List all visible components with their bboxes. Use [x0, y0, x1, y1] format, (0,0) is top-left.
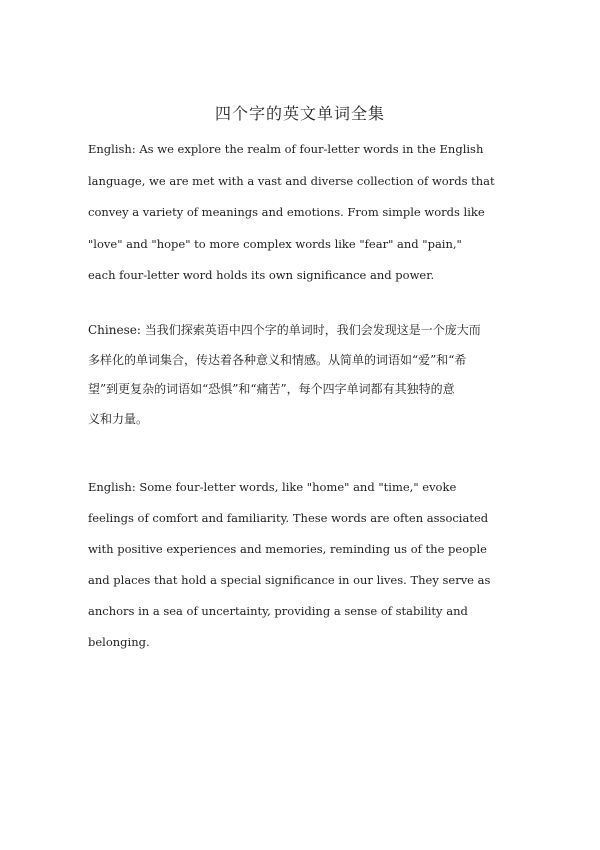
paragraph-line: and places that hold a special significance in our lives. They serve as	[88, 573, 491, 587]
paragraph-line: each four-letter word holds its own significance and power.	[88, 268, 435, 282]
paragraph-line: belonging.	[88, 635, 150, 649]
paragraph-line: English: As we explore the realm of four-letter words in the English	[88, 142, 484, 156]
paragraph-line: English: Some four-letter words, like "home" and "time," evoke	[88, 480, 457, 494]
paragraph-line: with positive experiences and memories, reminding us of the people	[88, 542, 487, 556]
paragraph-english-2	[88, 476, 548, 662]
paragraph-line: language, we are met with a vast and diverse collection of words that	[88, 173, 495, 188]
paragraph-line: Chinese: 当我们探索英语中四个字的单词时，我们会发现这是一个庞大而	[88, 323, 481, 337]
paragraph-english-1	[88, 138, 548, 296]
paragraph-line: "love" and "hope" to more complex words like "fear" and "pain,"	[88, 236, 462, 251]
paragraph-line: convey a variety of meanings and emotions. From simple words like	[88, 205, 485, 219]
paragraph-line: feelings of comfort and familiarity. These words are often associated	[88, 511, 489, 525]
paragraph-line: 义和力量。	[88, 411, 149, 426]
paragraph-line: 多样化的单词集合，传达着各种意义和情感。从简单的词语如“爱”和“希	[88, 352, 467, 367]
paragraph-chinese	[88, 320, 548, 438]
paragraph-line: anchors in a sea of uncertainty, providing a sense of stability and	[88, 604, 468, 618]
paragraph-line: 望”到更复杂的词语如“恐惧”和“痛苦”，每个四字单词都有其独特的意	[88, 382, 455, 396]
document-title: 四个字的英文单词全集	[214, 104, 385, 123]
